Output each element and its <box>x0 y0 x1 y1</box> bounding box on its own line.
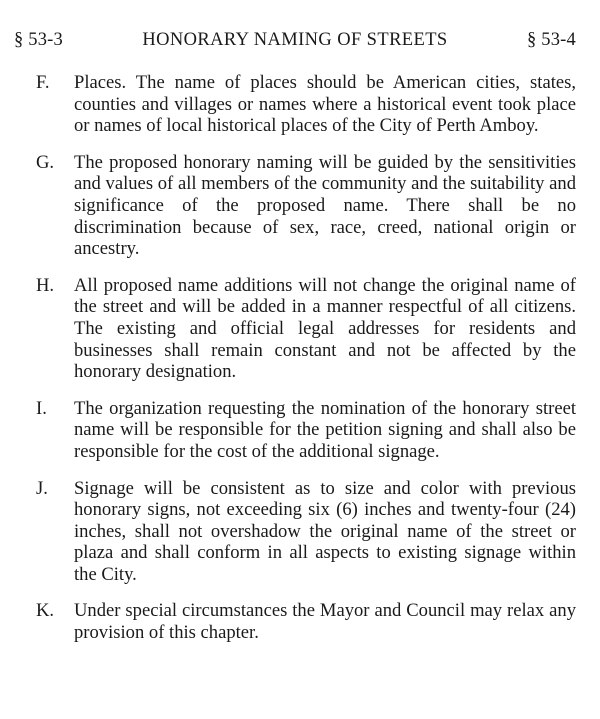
item-text: Places. The name of places should be American cities, states, counties and villages or names where a historical event took place or names of local historical places of the City of Perth Amboy. <box>74 72 576 137</box>
item-letter: K. <box>36 600 55 622</box>
page-header <box>14 30 576 58</box>
item-text: Signage will be consistent as to size and color with previous honorary signs, not exceeding six (6) inches and twenty-four (24) inches, shall not overshadow the original name of the street or plaza and shall conform in all aspects to existing signage within the City. <box>74 477 576 585</box>
section-number-left: § 53-3 <box>14 30 63 50</box>
item-text: The proposed honorary naming will be guided by the sensitivities and values of all members of the community and the suitability and significance of the proposed name. There shall be no discrimination because of sex, race, creed, national origin or ancestry. <box>74 151 576 260</box>
section-number-right: § 53-4 <box>526 30 576 50</box>
provision-item-f <box>14 72 576 137</box>
item-text: Under special circumstances the Mayor and Council may relax any provision of this chapter. <box>74 600 576 644</box>
item-letter: J. <box>36 477 48 499</box>
provision-item-i <box>14 398 576 463</box>
provision-item-g <box>14 152 576 260</box>
provision-item-k <box>14 600 576 643</box>
item-letter: I. <box>36 397 47 419</box>
item-letter: G. <box>36 151 55 173</box>
item-text: All proposed name additions will not change the original name of the street and will be added in a manner respectful of all citizens. The existing and official legal addresses for residents and businesses shall remain constant and not be affected by the honorary designation. <box>74 274 576 383</box>
page-title: HONORARY NAMING OF STREETS <box>142 30 448 50</box>
provision-item-h <box>14 275 576 383</box>
provision-item-j <box>14 478 576 586</box>
item-letter: F. <box>36 72 50 93</box>
item-letter: H. <box>36 274 55 296</box>
item-text: The organization requesting the nomination of the honorary street name will be responsible for the petition signing and shall also be responsible for the cost of the additional signage. <box>74 397 576 462</box>
provision-list <box>14 72 576 644</box>
